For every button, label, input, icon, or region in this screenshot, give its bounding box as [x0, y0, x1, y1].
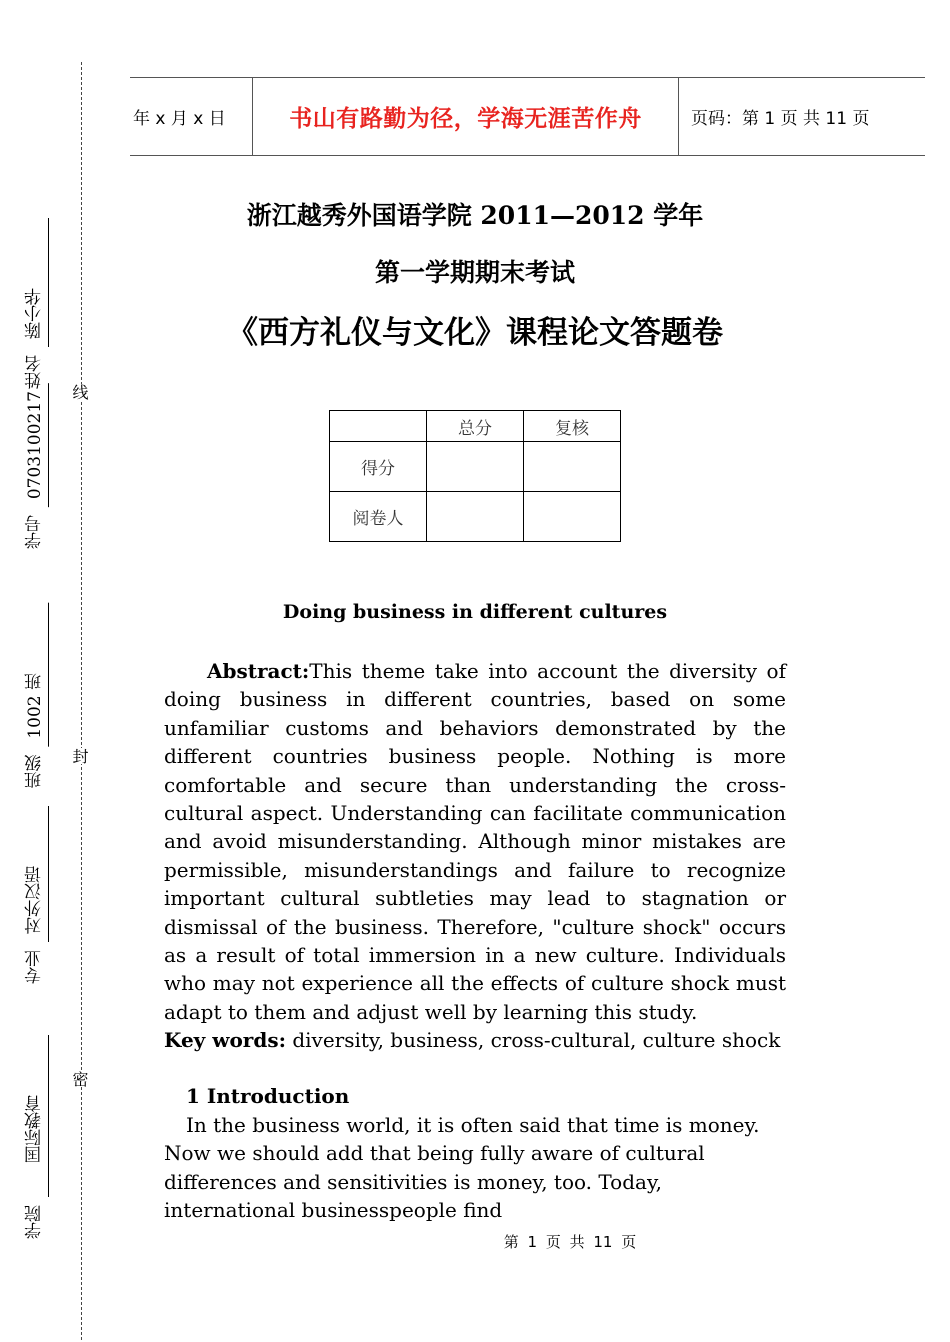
grader-cell-total: [427, 492, 524, 542]
major-label: 专业: [25, 950, 45, 984]
grader-cell-review: [524, 492, 621, 542]
score-table: [329, 410, 621, 542]
keywords-text: diversity, business, cross-cultural, culture shock: [285, 1028, 781, 1052]
name-label: 姓名: [25, 355, 45, 389]
score-cell-review: [524, 442, 621, 492]
score-cell-total: [427, 442, 524, 492]
header-band: [130, 77, 925, 156]
student-id-label: 学号: [25, 515, 45, 549]
class-field: [22, 603, 48, 797]
college-label: 学院: [25, 1205, 45, 1239]
score-table-header-cell: 复核: [524, 411, 621, 442]
header-motto: 书山有路勤为径，学海无涯苦作舟: [253, 78, 679, 155]
score-table-header-cell: [330, 411, 427, 442]
header-page-info: 页码：第 1 页 共 11 页: [691, 109, 870, 129]
score-row-label: 阅卷人: [330, 492, 427, 542]
exam-title-course: 《西方礼仪与文化》课程论文答题卷: [227, 315, 723, 351]
exam-title-term: 第一学期期末考试: [374, 258, 575, 287]
class-value: 1002 班: [22, 603, 49, 747]
keywords-label: Key words:: [164, 1028, 286, 1052]
seal-char-seal: 封: [70, 748, 89, 764]
major-value: 对外汉语: [22, 806, 49, 942]
score-table-row: [330, 492, 621, 542]
score-table-header-row: [330, 411, 621, 442]
paper-heading: Doing business in different cultures: [282, 601, 668, 623]
seal-char-close: 密: [70, 1071, 89, 1087]
exam-title-university: 浙江越秀外国语学院 2011—2012 学年: [246, 201, 704, 230]
student-id-value: 0703100217: [22, 383, 49, 507]
abstract-paragraph: [164, 657, 786, 1026]
college-value: 国际教育: [22, 1035, 49, 1197]
score-table-row: [330, 442, 621, 492]
major-field: [22, 806, 48, 992]
introduction-paragraph: In the business world, it is often said that time is money. Now we should add that being fully aware of cultural differences and sensitivities is money, too. Today, international businesspeople find: [164, 1113, 760, 1223]
name-value: 陈小华: [22, 218, 49, 347]
abstract-label: Abstract:: [207, 659, 310, 683]
section-heading-introduction: 1 Introduction: [186, 1084, 350, 1108]
header-date: 年 x 月 x 日: [130, 78, 253, 155]
abstract-text: This theme take into account the diversity of doing business in different countries, based on some unfamiliar customs and behaviors demonstrated by the different countries business people. Nothing is more comfortable and secure than understanding the cross-cultural aspect. Understanding can facilitate communication and avoid misunderstanding. Although minor mistakes are permissible, misunderstandings and failure to recognize important cultural subtleties may lead to stagnation or dismissal of the business. Therefore, "culture shock" occurs as a result of total immersion in a new culture. Individuals who may not experience all the effects of culture shock must adapt to them and adjust well by learning this study.: [164, 659, 786, 1024]
page-footer: 第 1 页 共 11 页: [503, 1233, 637, 1251]
keywords-paragraph: [164, 1026, 786, 1054]
score-row-label: 得分: [330, 442, 427, 492]
student-id-field: [22, 383, 48, 557]
class-label: 班级: [25, 755, 45, 789]
score-table-header-cell: 总分: [427, 411, 524, 442]
seal-char-line: 线: [70, 384, 89, 400]
college-field: [22, 1035, 48, 1247]
